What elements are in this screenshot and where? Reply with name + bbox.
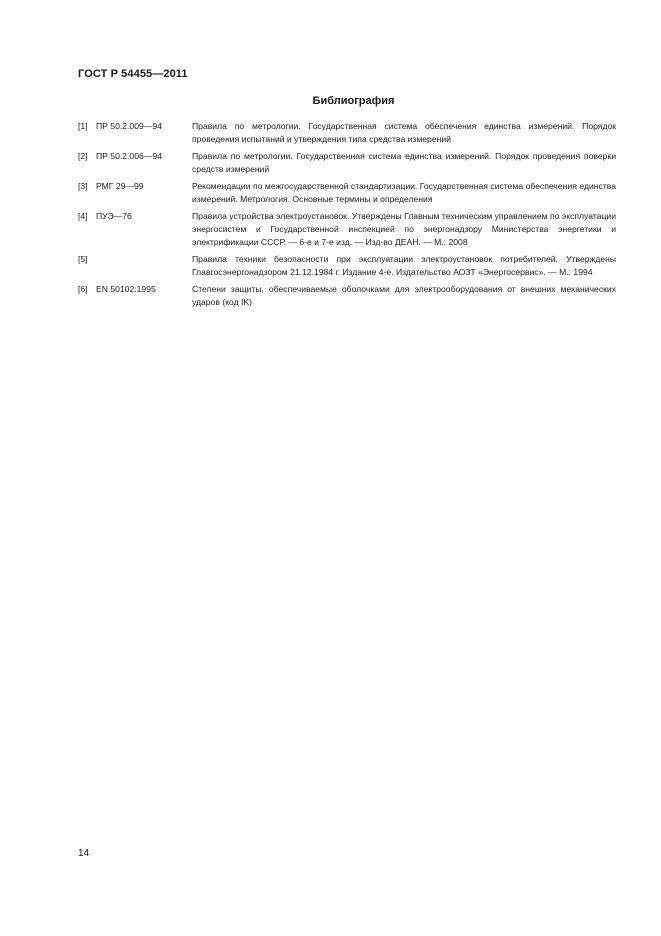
document-code: ГОСТ Р 54455—2011 — [78, 68, 188, 80]
entry-text: Правила техники безопасности при эксплуатации электроустановок потребителей. Утверждены Главгосэнергонадзором 21.12.1984 г. Издание 4-е. Издательство АОЗТ «Энергосервис». — М.: 1994 — [192, 254, 616, 277]
entry-code: EN 50102:1995 — [96, 284, 156, 294]
entry-number: [4] — [78, 211, 88, 221]
entry-number: [5] — [78, 254, 88, 264]
bibliography-entry — [78, 180, 616, 206]
entry-text: Правила по метрологии. Государственная система обеспечения единства измерений. Порядок проведения испытаний и утверждения типа средства измерений — [192, 121, 616, 144]
entry-number: [2] — [78, 151, 88, 161]
bibliography-entry — [78, 120, 616, 146]
entry-code: ПР 50.2.006—94 — [96, 151, 162, 161]
entry-text: Правила по метрологии. Государственная система единства измерений. Порядок проведения поверки средств измерений — [192, 151, 616, 174]
bibliography-list — [78, 120, 616, 313]
entry-code: ПР 50.2.009—94 — [96, 121, 162, 131]
bibliography-entry — [78, 150, 616, 176]
page-number: 14 — [78, 848, 90, 859]
entry-text: Степени защиты, обеспечиваемые оболочками для электрооборудования от внешних механических ударов (код IK) — [192, 284, 616, 307]
entry-number: [1] — [78, 121, 88, 131]
bibliography-entry — [78, 283, 616, 309]
bibliography-entry — [78, 210, 616, 249]
entry-code: ПУЭ—76 — [96, 211, 132, 221]
entry-text: Правила устройства электроустановок. Утверждены Главным техническим управлением по эксплуатации энергосистем и Государственной инспекцией по энергонадзору Министерства энергетики и электрификации СССР. — 6-е и 7-е изд. — Изд-во ДЕАН. — М.: 2008 — [192, 211, 616, 247]
bibliography-title: Библиография — [312, 95, 395, 107]
entry-number: [3] — [78, 181, 88, 191]
entry-number: [6] — [78, 284, 88, 294]
bibliography-entry — [78, 253, 616, 279]
entry-code: РМГ 29—99 — [96, 181, 144, 191]
entry-text: Рекомендации по межгосударственной стандартизации. Государственная система обеспечения единства измерений. Метрология. Основные термины и определения — [192, 181, 616, 204]
